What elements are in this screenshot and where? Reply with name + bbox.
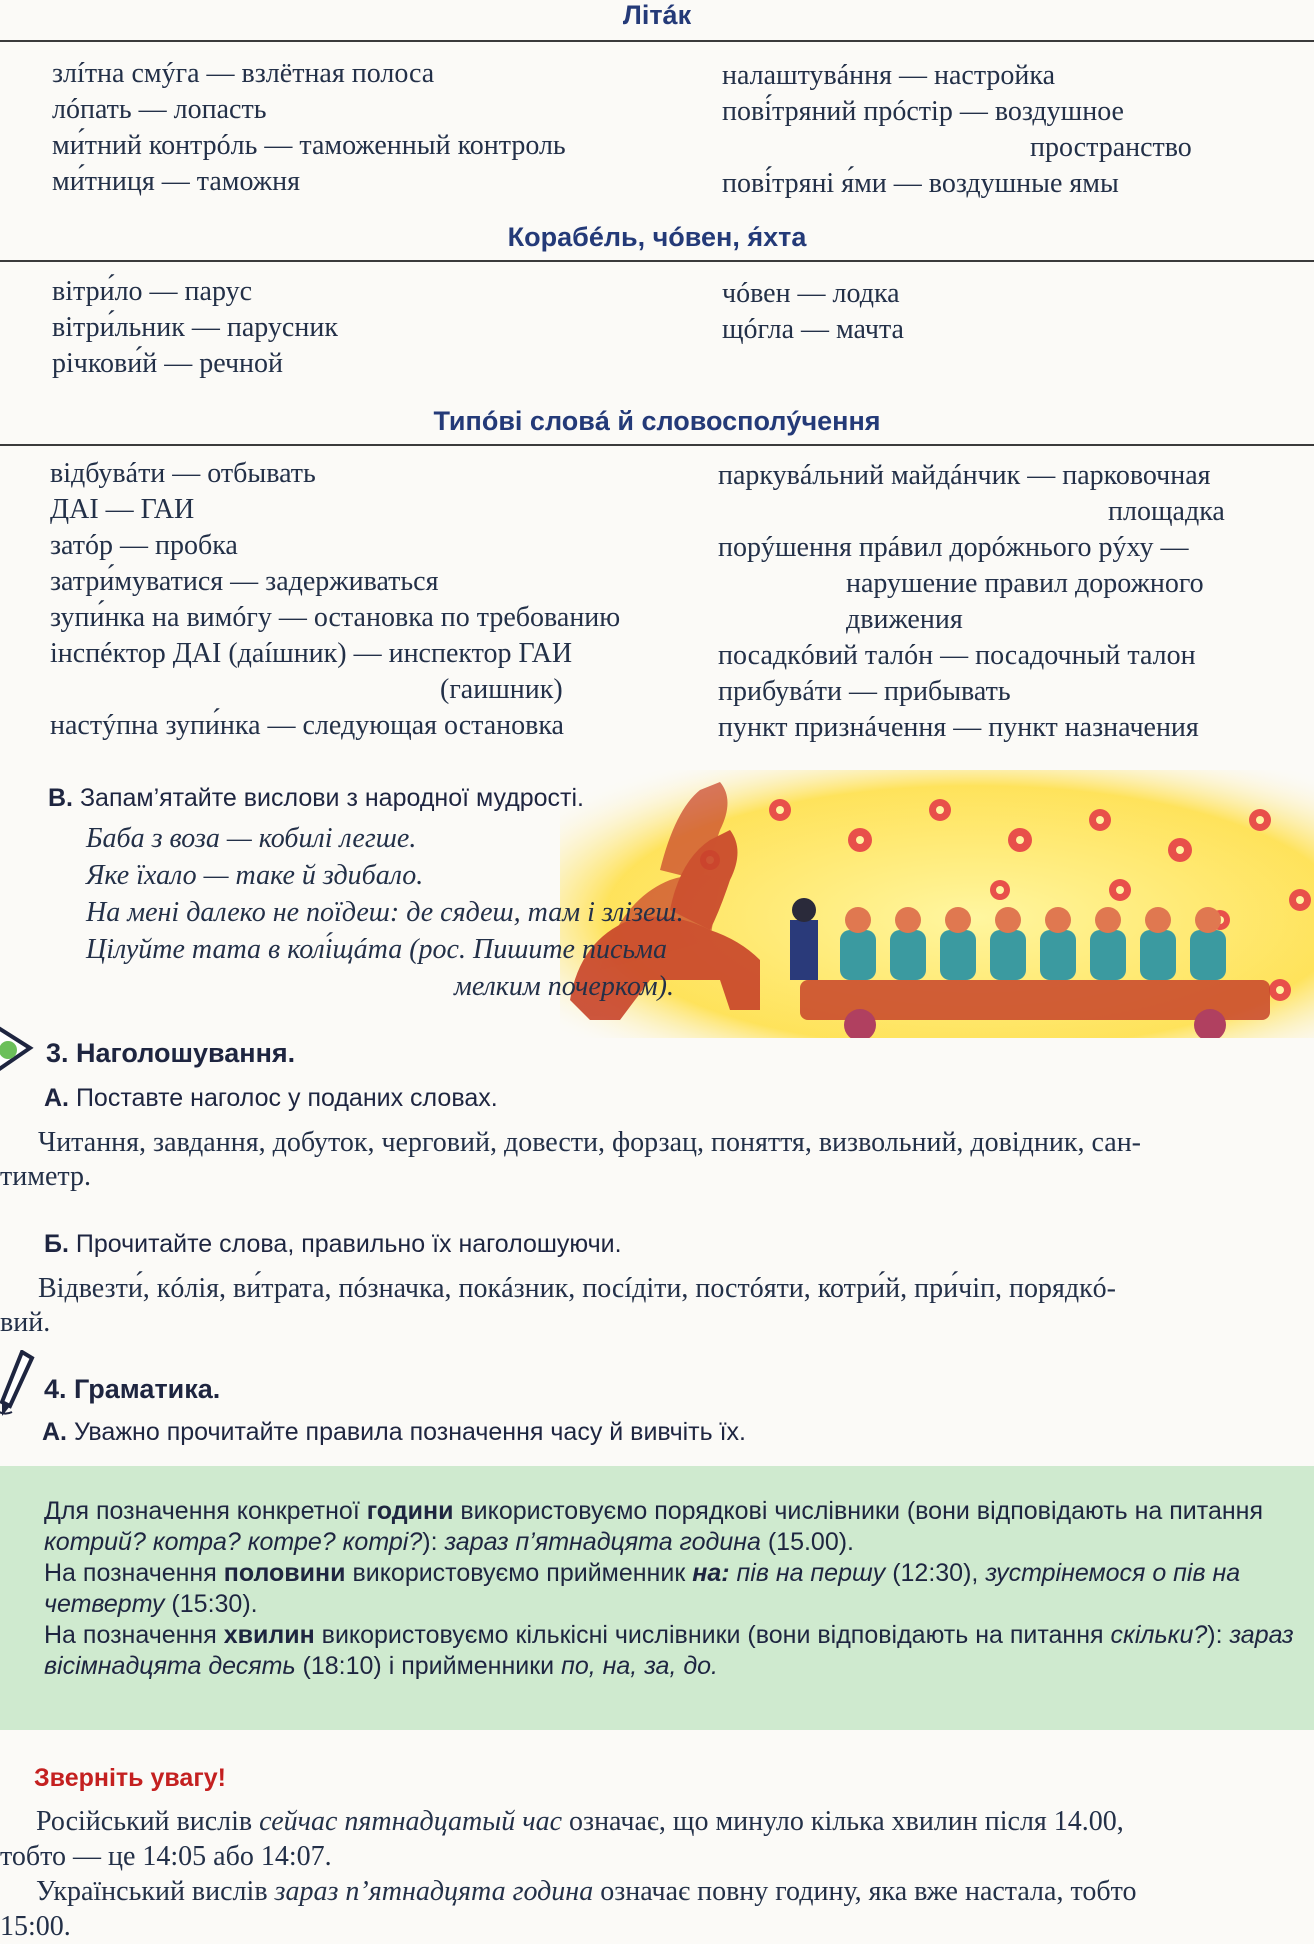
rule-example: зараз п’ятнадцята година — [444, 1528, 761, 1556]
para-line: Відвезти́, кóлія, ви́трата, пóзначка, покáзник, посíдіти, постóяти, котри́й, при́чіп, порядкó- — [38, 1273, 1116, 1304]
vocab-item: річкови́й — речной — [52, 348, 284, 379]
rule-question: котрий? котра? котре? котрі? — [44, 1528, 423, 1556]
proverb: Баба з воза — кобилі легше. — [86, 823, 417, 854]
rule-keyword: половини — [223, 1559, 346, 1587]
vocab-right-typical — [718, 458, 1225, 746]
vocab-item: вітри́ло — парус — [52, 276, 253, 307]
para-text: Український вислів — [36, 1876, 275, 1907]
proverb: мелким почерком). — [454, 971, 674, 1002]
task-v-title — [48, 784, 584, 813]
para-line — [0, 1804, 1310, 1839]
section-title-boats: Корабéль, чóвен, я́хта — [507, 222, 807, 252]
section-title-plane: Літáк — [622, 0, 692, 30]
task-letter: В. — [48, 784, 73, 812]
section-4-title: 4. Граматика. — [44, 1374, 221, 1404]
vocab-left-boats — [52, 274, 338, 382]
vocab-item: (гаишник) — [440, 674, 563, 705]
rule-hour — [44, 1496, 1299, 1558]
rule-text — [730, 1559, 737, 1587]
proverb: На мені далеко не поїдеш: де сядеш, там і злізеш. — [86, 897, 684, 928]
task-3a-title — [44, 1084, 498, 1113]
vocab-item: пространство — [1030, 132, 1192, 163]
para-line — [0, 1874, 1310, 1909]
warning-title: Зверніть увагу! — [34, 1764, 226, 1792]
vocab-item: відбувáти — отбывать — [50, 458, 316, 489]
rule-example: по, на, за, до. — [561, 1652, 719, 1680]
vocab-item: затри́муватися — задерживаться — [50, 566, 439, 597]
task-text: Запам’ятайте вислови з народної мудрості. — [79, 784, 584, 812]
vocab-item: паркувáльний майдáнчик — парковочная — [718, 460, 1211, 491]
rule-example: зараз вісімнадцята десять — [44, 1621, 1294, 1680]
words-paragraph-a — [0, 1126, 1310, 1194]
vocab-item: площадка — [1108, 496, 1225, 527]
vocab-item: налаштувáння — настройка — [722, 60, 1055, 91]
vocab-item: ми́тниця — таможня — [52, 166, 301, 197]
task-text: Прочитайте слова, правильно їх наголошуючи. — [75, 1230, 622, 1258]
rule-half — [44, 1558, 1299, 1620]
rule-text: (15.00). — [760, 1528, 854, 1556]
rule-preposition: на: — [692, 1559, 730, 1587]
para-line: тобто — це 14:05 або 14:07. — [0, 1841, 332, 1872]
rule-keyword: години — [366, 1497, 454, 1525]
rule-question: скільки? — [1110, 1621, 1208, 1649]
rule-text: (18:10) і прийменники — [295, 1652, 562, 1680]
rule-keyword: хвилин — [223, 1621, 315, 1649]
vocab-item: зупи́нка на вимóгу — остановка по требованию — [50, 602, 621, 633]
section-3-title: 3. Наголошування. — [46, 1038, 296, 1068]
vocab-item: чóвен — лодка — [722, 278, 900, 309]
vocab-left-typical — [50, 456, 620, 744]
section-title-typical: Типóві словá й словосполýчення — [433, 406, 881, 436]
vocab-item: вітри́льник — парусник — [52, 312, 338, 343]
para-line: 15:00. — [0, 1911, 71, 1942]
proverb: Цілуйте тата в колі́щáта (рос. Пишите письма — [86, 934, 668, 965]
vocab-item: щóгла — мачта — [722, 314, 904, 345]
pen-icon — [0, 1350, 36, 1425]
rule-text: (15:30). — [164, 1590, 258, 1618]
vocab-item: прибувáти — прибывать — [718, 676, 1011, 707]
task-letter: А. — [44, 1084, 69, 1112]
divider — [0, 40, 1314, 42]
vocab-item: затóр — пробка — [50, 530, 238, 561]
stress-mark-icon — [0, 1020, 34, 1083]
words-paragraph-b — [0, 1272, 1310, 1340]
rule-text: ): — [422, 1528, 445, 1556]
vocab-item: пові́тряні я́ми — воздушные ямы — [722, 168, 1119, 199]
rule-text: (12:30), — [885, 1559, 986, 1587]
rule-text: Для позначення конкретної — [44, 1497, 367, 1525]
para-text: Російський вислів — [36, 1806, 260, 1837]
task-letter: Б. — [44, 1230, 69, 1258]
vocab-item: лóпать — лопасть — [52, 94, 267, 125]
vocab-item: пункт признáчення — пункт назначения — [718, 712, 1199, 743]
rule-text: використовуємо кількісні числівники (вони відповідають на питання — [314, 1621, 1111, 1649]
rule-example: зустрінемося о пів на четверту — [44, 1559, 1241, 1618]
vocab-item: пові́тряний прóстір — воздушное — [722, 96, 1124, 127]
task-text: Уважно прочитайте правила позначення часу й вивчіть їх. — [73, 1418, 746, 1446]
task-letter: А. — [42, 1418, 67, 1446]
rule-text: ): — [1207, 1621, 1230, 1649]
vocab-item: посадкóвий талóн — посадочный талон — [718, 640, 1196, 671]
rule-text: використовуємо порядкові числівники (вони відповідають на питання — [453, 1497, 1263, 1525]
task-text: Поставте наголос у поданих словах. — [75, 1084, 498, 1112]
warning-paragraph — [0, 1804, 1310, 1944]
para-line: вий. — [0, 1307, 51, 1338]
para-text: означає, що минуло кілька хвилин після 14.00, — [562, 1806, 1124, 1837]
rules-box — [0, 1466, 1314, 1730]
rule-example: пів на першу — [736, 1559, 886, 1587]
divider — [0, 260, 1314, 262]
vocab-item: інспéктор ДАІ (даíшник) — инспектор ГАИ — [50, 638, 573, 669]
proverbs-list — [86, 820, 684, 1005]
vocab-item: злíтна смýга — взлётная полоса — [52, 58, 435, 89]
task-4a-title — [42, 1418, 746, 1447]
para-line: Читання, завдання, добуток, черговий, довести, форзац, поняття, визвольний, довідник, сан- — [38, 1127, 1142, 1158]
vocab-left-plane — [52, 56, 566, 200]
para-text: означає повну годину, яка вже настала, тобто — [593, 1876, 1137, 1907]
vocab-item: ДАІ — ГАИ — [50, 494, 195, 525]
rule-minutes — [44, 1620, 1299, 1682]
vocab-item: настýпна зупи́нка — следующая остановка — [50, 710, 564, 741]
task-3b-title — [44, 1230, 622, 1259]
divider — [0, 444, 1314, 446]
vocab-item: нарушение правил дорожного — [846, 568, 1204, 599]
vocab-item: порýшення прáвил дорóжнього рýху — — [718, 532, 1189, 563]
vocab-right-boats — [722, 276, 904, 348]
rule-text: використовуємо прийменник — [345, 1559, 693, 1587]
para-example: сейчас пятнадцатый час — [259, 1806, 563, 1837]
vocab-item: движения — [846, 604, 963, 635]
rules-text — [44, 1496, 1299, 1682]
vocab-item: ми́тний контрóль — таможенный контроль — [52, 130, 566, 161]
rule-text: На позначення — [44, 1559, 224, 1587]
para-example: зараз п’ятнадцята година — [274, 1876, 594, 1907]
rule-text: На позначення — [44, 1621, 224, 1649]
vocab-right-plane — [722, 58, 1192, 202]
proverb: Яке їхало — таке й здибало. — [86, 860, 424, 891]
para-line: тиметр. — [0, 1161, 91, 1192]
